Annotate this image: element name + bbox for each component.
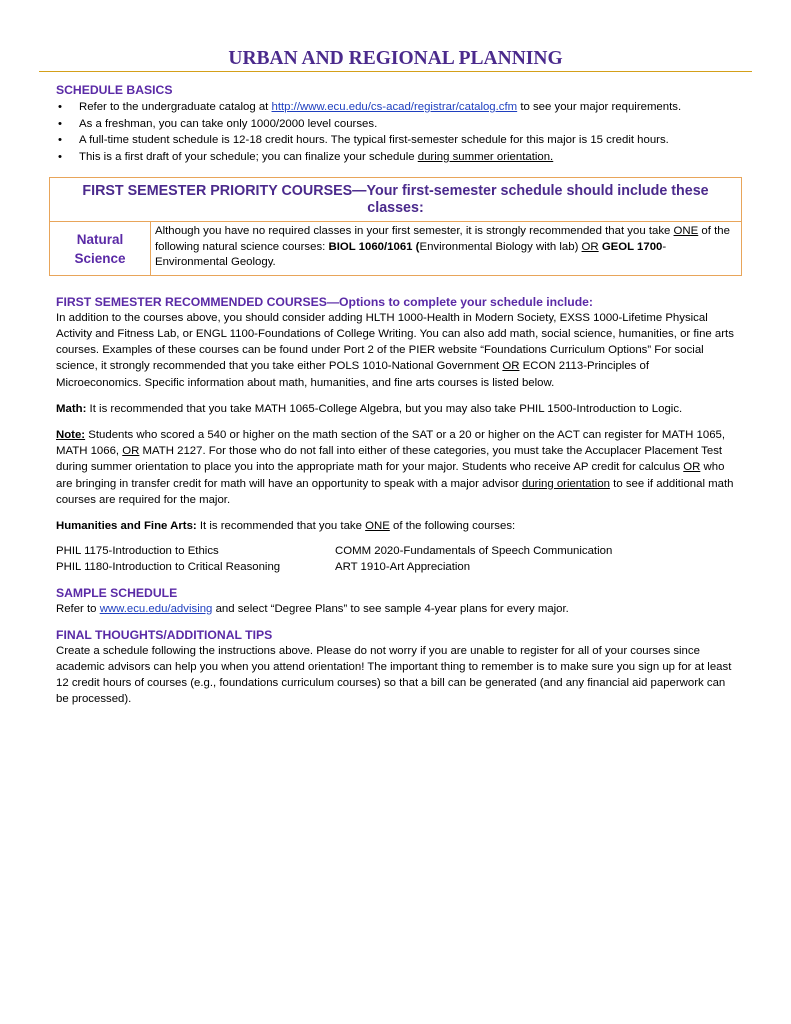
list-item bbox=[56, 116, 735, 133]
category-label-line1: Natural bbox=[76, 232, 124, 247]
priority-courses-box bbox=[49, 177, 742, 276]
text-underlined: OR bbox=[581, 240, 599, 253]
schedule-basics-section bbox=[56, 82, 735, 165]
bullet-text: This is a first draft of your schedule; you can finalize your schedule bbox=[79, 150, 418, 163]
bullet-text: As a freshman, you can take only 1000/2000 level courses. bbox=[79, 117, 378, 130]
text: who are bringing in transfer credit for math will have an opportunity to speak with a major advisor bbox=[56, 461, 725, 490]
schedule-basics-list bbox=[56, 99, 735, 165]
text-underlined: ONE bbox=[673, 225, 699, 237]
note-label: Note: bbox=[56, 429, 86, 441]
list-item bbox=[56, 132, 735, 149]
text: In addition to the courses above, you should consider adding HLTH 1000-Health in Modern Society, EXSS 1000-Lifetime Physical Activity and Fitness Lab, or ENGL 1100-Foundations of College Writing. You can also add math, social science, humanities, or fine arts courses. Examples of these courses can be found under Port 2 of the PIER website “Foundations Curriculum Options” For social science, it strongly recommended that you take either POLS 1010-National Government bbox=[56, 311, 734, 373]
recommended-paragraph bbox=[56, 310, 735, 391]
text: and select “Degree Plans” to see sample 4-year plans for every major. bbox=[212, 602, 569, 615]
category-cell bbox=[50, 222, 151, 275]
text-underlined: OR bbox=[122, 445, 140, 458]
category-label-line2: Science bbox=[74, 251, 126, 266]
text: Refer to bbox=[56, 602, 100, 615]
text: -Environmental Geology. bbox=[155, 240, 667, 269]
text-underlined: ONE bbox=[365, 520, 390, 533]
sample-schedule-paragraph bbox=[56, 601, 735, 617]
text: It is recommended that you take bbox=[196, 520, 366, 533]
list-item: PHIL 1180-Introduction to Critical Reasoning bbox=[56, 561, 281, 574]
bullet-icon: • bbox=[58, 117, 62, 130]
note-paragraph bbox=[56, 427, 735, 508]
course-column bbox=[335, 543, 612, 575]
bullet-text: to see your major requirements. bbox=[517, 101, 682, 113]
bullet-icon: • bbox=[58, 150, 62, 163]
recommended-heading: FIRST SEMESTER RECOMMENDED COURSES—Options to complete your schedule include: bbox=[56, 294, 593, 309]
list-item bbox=[56, 149, 735, 166]
course-column bbox=[56, 543, 335, 575]
page-title: URBAN AND REGIONAL PLANNING bbox=[39, 0, 752, 72]
sample-schedule-heading: SAMPLE SCHEDULE bbox=[56, 585, 178, 600]
text: Environmental Biology with lab) bbox=[419, 240, 582, 253]
bullet-text: Refer to the undergraduate catalog at bbox=[79, 101, 272, 113]
schedule-basics-heading: SCHEDULE BASICS bbox=[56, 83, 173, 97]
text: ECON 2113-Principles of Microeconomics. Specific information about math, humanities, and fine arts courses is listed below. bbox=[56, 360, 650, 389]
recommended-courses-section bbox=[56, 294, 735, 576]
text: Although you have no required classes in your first semester, it is strongly recommended that you take bbox=[155, 225, 674, 237]
text: MATH 2127. For those who do not fall into either of these categories, you must take the Accuplacer Placement Test during summer orientation to place you into the appropriate math for your major. Students who receive AP credit for calculus bbox=[56, 445, 723, 474]
humanities-course-list bbox=[56, 543, 735, 575]
text-underlined: OR bbox=[502, 360, 520, 373]
course-code: GEOL 1700 bbox=[601, 240, 663, 253]
text: of the following courses: bbox=[389, 520, 516, 533]
list-item bbox=[56, 99, 735, 116]
math-label: Math: bbox=[56, 402, 87, 415]
bullet-text: A full-time student schedule is 12-18 credit hours. The typical first-semester schedule for this major is 15 credit hours. bbox=[79, 134, 669, 146]
final-thoughts-paragraph: Create a schedule following the instructions above. Please do not worry if you are unable to register for all of your courses since academic advisors can help you when you attend orientation! The important thing to remember is to make sure you sign up for at least 12 credit hours of courses (e.g., foundations curriculum courses) so that a bill can be generated (and any financial aid paperwork can be processed). bbox=[56, 644, 732, 706]
text-underlined: OR bbox=[683, 461, 701, 474]
course-code: BIOL 1060/1061 ( bbox=[328, 240, 420, 253]
humanities-label: Humanities and Fine Arts: bbox=[56, 520, 197, 533]
text-underlined: during orientation bbox=[521, 477, 611, 490]
list-item: ART 1910-Art Appreciation bbox=[335, 561, 471, 574]
catalog-link[interactable]: http://www.ecu.edu/cs-acad/registrar/catalog.cfm bbox=[271, 101, 518, 113]
final-thoughts-section bbox=[56, 627, 735, 708]
priority-courses-row bbox=[50, 222, 741, 275]
priority-description bbox=[151, 222, 741, 275]
bullet-icon: • bbox=[58, 101, 62, 113]
priority-courses-heading: FIRST SEMESTER PRIORITY COURSES—Your first-semester schedule should include these classes: bbox=[50, 178, 741, 222]
humanities-paragraph bbox=[56, 518, 735, 534]
bullet-text-underlined: during summer orientation. bbox=[417, 150, 554, 163]
text: to see if additional math courses are required for the major. bbox=[56, 477, 734, 506]
math-paragraph bbox=[56, 401, 735, 417]
sample-schedule-section bbox=[56, 585, 735, 617]
text: Students who scored a 540 or higher on the math section of the SAT or a 20 or higher on the ACT can register for MATH 1065, MATH 1066, bbox=[56, 429, 726, 458]
list-item: COMM 2020-Fundamentals of Speech Communication bbox=[335, 545, 613, 558]
final-thoughts-heading: FINAL THOUGHTS/ADDITIONAL TIPS bbox=[56, 627, 273, 642]
text: of the following natural science courses: bbox=[155, 225, 730, 253]
bullet-icon: • bbox=[58, 134, 62, 146]
list-item: PHIL 1175-Introduction to Ethics bbox=[56, 545, 219, 558]
text: It is recommended that you take MATH 1065-College Algebra, but you may also take PHIL 1500-Introduction to Logic. bbox=[86, 402, 683, 415]
advising-link[interactable]: www.ecu.edu/advising bbox=[99, 602, 213, 615]
